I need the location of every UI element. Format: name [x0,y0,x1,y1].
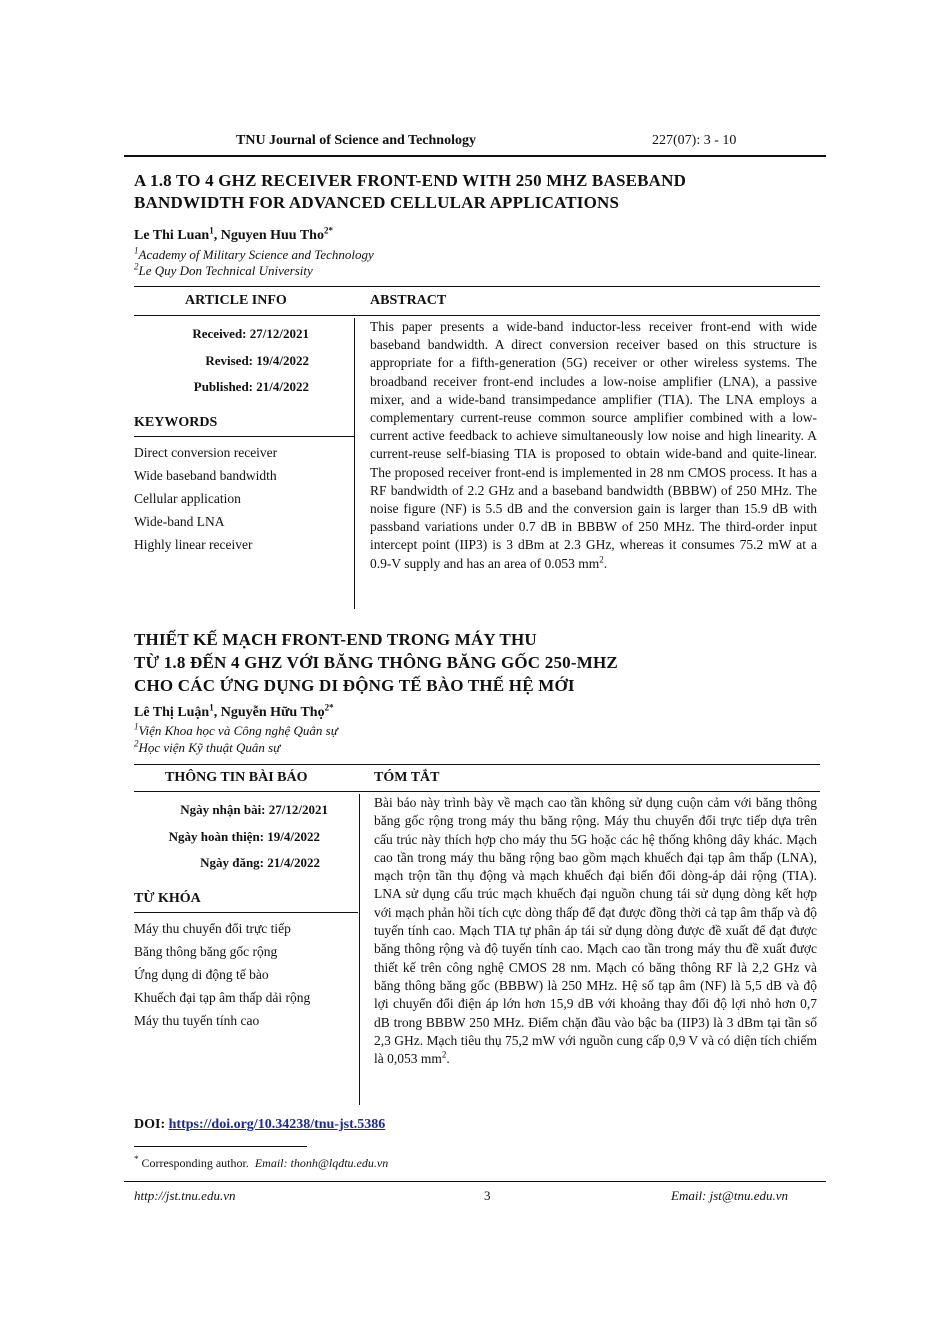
author-separator: , [213,705,221,720]
keywords-rule-vi [134,912,358,913]
keyword-item: Cellular application [134,491,241,506]
author-name: Lê Thị Luận [134,705,210,720]
affiliation-vi-2 [134,740,280,756]
abstract-body-vi [374,794,817,1068]
section-header-rule [134,315,820,316]
revised-date: Revised: 19/4/2022 [205,352,309,368]
abstract-heading-vi: TÓM TẮT [374,770,440,785]
author-sup: 1 [209,702,214,713]
keyword-item: Ứng dụng di động tế bào [134,967,269,982]
doi-label: DOI: [134,1117,166,1132]
title-line: TỪ 1.8 ĐẾN 4 GHZ VỚI BĂNG THÔNG BĂNG GỐC 250-MHZ [134,653,618,672]
journal-name: TNU Journal of Science and Technology [236,133,476,148]
revised-date: Ngày hoàn thiện: 19/4/2022 [168,828,320,844]
author-sup: 2* [324,702,334,713]
keyword-item: Wide baseband bandwidth [134,468,277,483]
article-info-heading-vi: THÔNG TIN BÀI BÁO [165,770,308,785]
column-divider [354,318,355,609]
abstract-text: This paper presents a wide-band inductor-less receiver front-end with wide baseband bandwidth. A direct conversion receiver based on this structure is appropriate for a fifth-generation (5G) receiver or other wireless systems. The broadband receiver front-end includes a low-noise amplifier (LNA), a passive mixer, and a wide-band transimpedance amplifier (TIA). The LNA employs a complementary current-reuse common source amplifier combined with a low-current active feedback to achieve simultaneously low noise and high linearity. A current-reuse self-biasing TIA is proposed to obtain wide-band and quite-linear. The proposed receiver front-end is implemented in 28 nm CMOS process. It has a RF bandwidth of 2.2 GHz and a baseband bandwidth (BBBW) of 250 MHz. The noise figure (NF) is 5.5 dB and the conversion gain is larger than 15.9 dB with passband variations under 0.7 dB in BBBW of 250 MHz. The third-order input intercept point (IIP3) is 3 dBm at 2.3 GHz, whereas it consumes 75.2 mW at a 0.9-V supply and has an area of 0.053 mm [370,319,817,571]
author-separator: , [213,228,221,243]
authors-en [134,225,333,244]
article-dates-en [134,321,309,401]
published-date: Ngày đăng: 21/4/2022 [200,855,320,870]
section-top-rule-vi [134,764,820,765]
article-info-heading: ARTICLE INFO [185,293,287,308]
footer-url: http://jst.tnu.edu.vn [134,1188,236,1203]
keyword-item: Băng thông băng gốc rộng [134,944,278,959]
keyword-item: Khuếch đại tạp âm thấp dải rộng [134,990,311,1005]
affil-text: Le Quy Don Technical University [138,263,313,278]
abstract-sup: 2 [599,554,604,565]
keywords-rule [134,436,354,437]
title-line: A 1.8 TO 4 GHZ RECEIVER FRONT-END WITH 250 MHZ BASEBAND [134,171,687,190]
author-sup: 1 [209,225,214,236]
received-date: Ngày nhận bài: 27/12/2021 [180,802,328,817]
keywords-heading: KEYWORDS [134,415,218,430]
keyword-item: Wide-band LNA [134,514,225,529]
footnote-email-label: Email: [254,1156,288,1170]
column-divider-vi [359,794,360,1105]
keyword-item: Direct conversion receiver [134,445,278,460]
affiliation-vi-1 [134,723,338,739]
section-header-rule-vi [134,791,820,792]
footnote [134,1156,388,1171]
doi-line [134,1117,385,1133]
doi-link[interactable]: https://doi.org/10.34238/tnu-jst.5386 [168,1117,386,1132]
keyword-item: Máy thu tuyến tính cao [134,1013,260,1028]
affiliation-en-2 [134,263,313,279]
keyword-item: Máy thu chuyển đổi trực tiếp [134,921,291,936]
affil-sup: 1 [134,721,139,732]
affil-sup: 1 [134,245,139,256]
page-number: 3 [484,1188,491,1203]
section-top-rule [134,286,820,287]
paper-title-en [134,170,686,214]
issue-pages: 227(07): 3 - 10 [652,133,737,148]
title-line: THIẾT KẾ MẠCH FRONT-END TRONG MÁY THU [134,630,537,649]
abstract-end: . [446,1051,450,1067]
article-dates-vi [134,797,328,877]
author-sup: 2* [323,225,333,236]
keywords-list-vi [134,917,310,1032]
abstract-end: . [603,555,608,571]
footnote-rule [134,1146,307,1147]
title-line: CHO CÁC ỨNG DỤNG DI ĐỘNG TẾ BÀO THẾ HỆ MỚI [134,676,575,695]
title-line: BANDWIDTH FOR ADVANCED CELLULAR APPLICATIONS [134,193,620,212]
author-name: Nguyễn Hữu Thọ [220,705,325,720]
affil-text: Academy of Military Science and Technology [138,247,374,262]
affil-text: Học viện Kỹ thuật Quân sự [138,740,281,755]
author-name: Le Thi Luan [134,228,210,243]
affiliation-en-1 [134,247,374,263]
abstract-text: Bài báo này trình bày về mạch cao tần không sử dụng cuộn cảm với băng thông băng gốc rộng trong máy thu băng rộng. Máy thu chuyển đổi trực tiếp dựa trên cấu trúc này thích hợp cho máy thu 5G hoặc các hệ thống không dây khác. Mạch cao tần trong máy thu băng rộng bao gồm mạch khuếch đại tạp âm thấp (LNA), mạch trộn tần thụ động và mạch khuếch đại biến đổi dòng-áp dải rộng (TIA). LNA sử dụng cấu trúc mạch khuếch đại nguồn chung tái sử dụng dòng kết hợp với mạch phản hồi tích cực dòng thấp để đạt được đồng thời cả tạp âm thấp và độ tuyến tính cao. Mạch TIA tự phân áp tái sử dụng dòng được đề xuất để đạt được băng thông rộng và độ tuyến tính cao. Mạch cao tần trong máy thu đề xuất được thiết kế trên công nghệ CMOS 28 nm. Mạch có băng thông RF là 2,2 GHz và băng thông băng gốc (BBBW) là 250 MHz. Hệ số tạp âm (NF) là 5,5 dB và độ lợi chuyển đổi điện áp lớn hơn 15,9 dB với khoảng thay đổi độ lợi nhỏ hơn 0,7 dB trong BBBW 250 MHz. Điểm chặn đầu vào bậc ba (IIP3) là 3 dBm tại tần số 2,3 GHz. Mạch tiêu thụ 75,2 mW với nguồn cung cấp 0,9 V và có diện tích chiếm là 0,053 mm [374,795,817,1067]
affil-sup: 2 [134,261,139,272]
footer-email: Email: jst@tnu.edu.vn [671,1188,789,1203]
published-date: Published: 21/4/2022 [193,379,309,394]
abstract-sup: 2 [441,1049,447,1060]
footnote-email: thonh@lqdtu.edu.vn [290,1156,389,1170]
footnote-mark: * [134,1154,139,1164]
abstract-heading: ABSTRACT [370,293,447,308]
keywords-heading-vi: TỪ KHÓA [134,891,201,906]
footnote-text: Corresponding author. [141,1156,249,1170]
affil-sup: 2 [134,738,139,749]
header-rule [124,155,826,157]
keyword-item: Highly linear receiver [134,537,253,552]
author-name: Nguyen Huu Tho [220,228,324,243]
abstract-body-en [370,318,817,573]
paper-title-vi [134,628,618,697]
authors-vi [134,702,334,721]
affil-text: Viện Khoa học và Công nghệ Quân sự [138,723,338,738]
received-date: Received: 27/12/2021 [192,326,309,341]
footer-rule [124,1181,826,1182]
keywords-list-en [134,441,277,556]
